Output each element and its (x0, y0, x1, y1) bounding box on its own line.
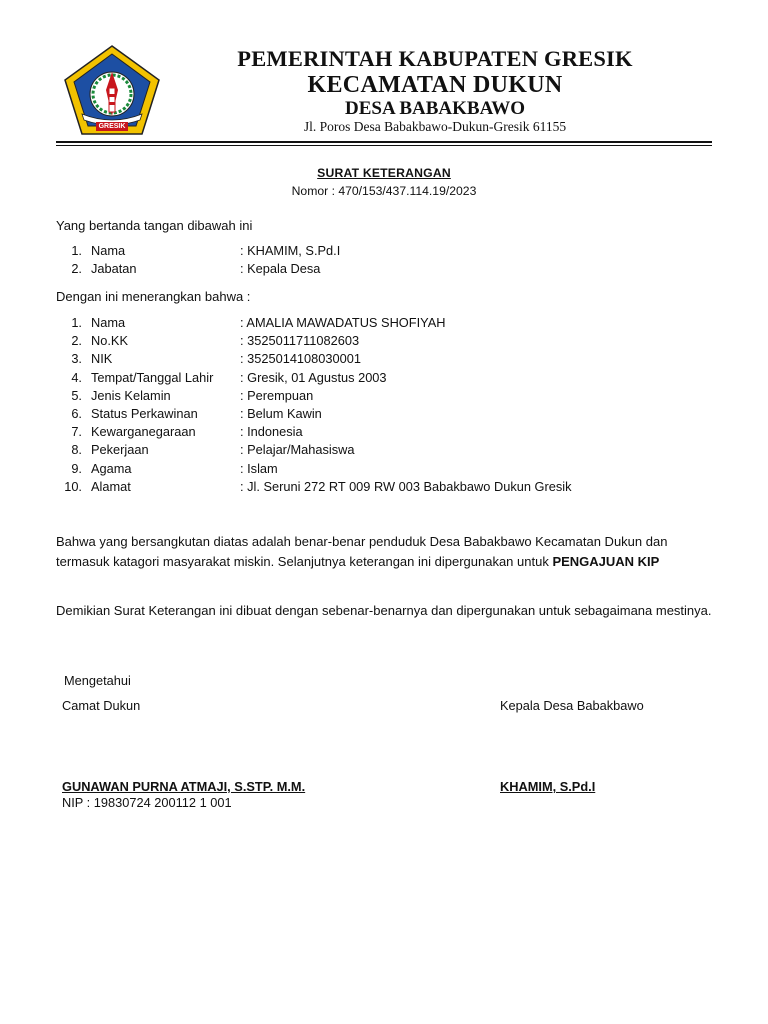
row-label: Nama (91, 315, 126, 330)
row-label: Kewarganegaraan (91, 424, 196, 440)
row-label: NIK (91, 351, 113, 367)
row-number: 7. (71, 424, 82, 440)
row-value: : Islam (240, 460, 278, 476)
logo-text: GRESIK (98, 123, 126, 130)
header-village: DESA BABAKBAWO (344, 98, 526, 119)
row-number: 10. (64, 478, 82, 494)
header-district: KECAMATAN DUKUN (307, 72, 563, 98)
row-label: Jenis Kelamin (91, 387, 171, 403)
statement-intro: Dengan ini menerangkan bahwa : (56, 289, 251, 304)
right-signer-name: KHAMIM, S.Pd.I (500, 779, 596, 794)
row-number: 1. (71, 243, 82, 258)
header-divider-thick (56, 141, 712, 143)
row-label: Nama (91, 243, 126, 258)
subject-list (56, 315, 716, 497)
list-item (56, 461, 716, 479)
list-item (56, 333, 716, 351)
list-item (56, 261, 716, 279)
row-value: : KHAMIM, S.Pd.I (240, 243, 341, 258)
row-value: : AMALIA MAWADATUS SHOFIYAH (240, 315, 446, 330)
body-paragraph (56, 532, 716, 572)
row-label: No.KK (91, 333, 128, 349)
row-value: : Perempuan (240, 387, 314, 403)
row-number: 5. (71, 387, 82, 403)
row-value: : Jl. Seruni 272 RT 009 RW 003 Babakbawo Dukun Gresik (240, 478, 572, 494)
row-label: Tempat/Tanggal Lahir (91, 369, 214, 385)
list-item (56, 315, 716, 333)
signer-intro: Yang bertanda tangan dibawah ini (56, 218, 253, 233)
signer-list (56, 243, 716, 279)
header-government: PEMERINTAH KABUPATEN GRESIK (237, 46, 633, 71)
letter-number: Nomor : 470/153/437.114.19/2023 (291, 184, 477, 198)
list-item (56, 388, 716, 406)
row-number: 2. (71, 261, 82, 277)
row-number: 3. (71, 351, 82, 367)
header-divider-thin (56, 145, 712, 146)
row-number: 6. (71, 405, 82, 421)
row-number: 4. (71, 369, 82, 385)
row-number: 2. (71, 333, 82, 349)
row-label: Status Perkawinan (91, 405, 198, 421)
left-signer-name: GUNAWAN PURNA ATMAJI, S.STP. M.M. (62, 779, 306, 794)
row-value: : Indonesia (240, 424, 303, 440)
row-number: 8. (71, 442, 82, 458)
row-value: : Gresik, 01 Agustus 2003 (240, 369, 387, 385)
closing-paragraph: Demikian Surat Keterangan ini dibuat dengan sebenar-benarnya dan dipergunakan untuk sebagaimana mestinya. (56, 603, 712, 618)
body-text: Bahwa yang bersangkutan diatas adalah benar-benar penduduk Desa Babakbawo Kecamatan Dukun dan termasuk katagori masyarakat miskin. Selanjutnya keterangan ini dipergunakan untuk (56, 534, 668, 569)
row-value: : Belum Kawin (240, 405, 322, 421)
row-value: : Kepala Desa (240, 261, 321, 277)
right-signer-title: Kepala Desa Babakbawo (500, 698, 644, 713)
row-label: Agama (91, 460, 132, 476)
row-label: Jabatan (91, 261, 137, 277)
body-emphasis: PENGAJUAN KIP (552, 554, 660, 569)
row-label: Alamat (91, 478, 131, 494)
list-item (56, 406, 716, 424)
header-address: Jl. Poros Desa Babakbawo-Dukun-Gresik 61155 (303, 119, 567, 134)
row-value: : 3525014108030001 (240, 351, 361, 367)
left-signer-nip: NIP : 19830724 200112 1 001 (62, 795, 232, 810)
list-item (56, 351, 716, 369)
row-value: : Pelajar/Mahasiswa (240, 442, 355, 458)
list-item (56, 370, 716, 388)
row-number: 9. (71, 460, 82, 476)
row-value: : 3525011711082603 (240, 333, 360, 349)
letter-title: SURAT KETERANGAN (317, 166, 451, 180)
list-item (56, 442, 716, 460)
list-item (56, 424, 716, 442)
row-label: Pekerjaan (91, 442, 149, 458)
list-item (56, 479, 716, 497)
left-signer-title: Camat Dukun (62, 698, 141, 713)
acknowledge-label: Mengetahui (64, 673, 131, 688)
gresik-regency-emblem-icon (62, 44, 162, 138)
list-item (56, 243, 716, 261)
row-number: 1. (71, 315, 82, 330)
